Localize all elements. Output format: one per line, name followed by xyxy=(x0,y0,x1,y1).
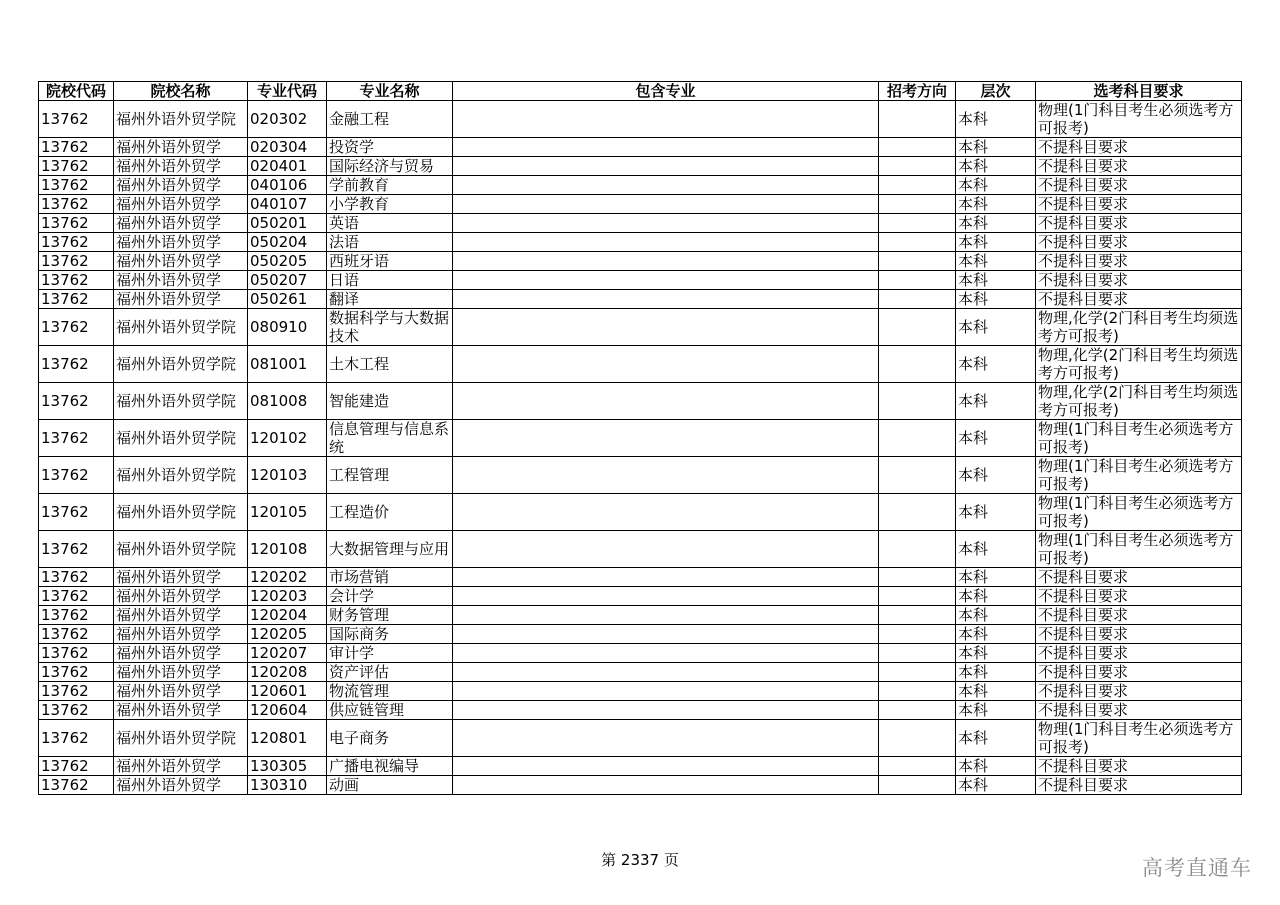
cell-major-name: 土木工程 xyxy=(327,346,453,383)
header-major-name: 专业名称 xyxy=(327,82,453,101)
cell-includes xyxy=(453,138,879,157)
cell-requirement: 不提科目要求 xyxy=(1036,663,1242,682)
cell-school-code: 13762 xyxy=(39,587,114,606)
cell-direction xyxy=(879,271,956,290)
cell-requirement: 物理(1门科目考生必须选考方可报考) xyxy=(1036,494,1242,531)
table-row xyxy=(39,420,1242,457)
cell-level: 本科 xyxy=(956,176,1036,195)
cell-direction xyxy=(879,195,956,214)
cell-school-code: 13762 xyxy=(39,663,114,682)
cell-includes xyxy=(453,101,879,138)
cell-includes xyxy=(453,457,879,494)
cell-level: 本科 xyxy=(956,346,1036,383)
cell-requirement: 不提科目要求 xyxy=(1036,195,1242,214)
cell-school-code: 13762 xyxy=(39,195,114,214)
cell-level: 本科 xyxy=(956,701,1036,720)
table-row xyxy=(39,531,1242,568)
cell-direction xyxy=(879,252,956,271)
cell-includes xyxy=(453,309,879,346)
cell-major-code: 040106 xyxy=(248,176,327,195)
table-row xyxy=(39,176,1242,195)
cell-major-code: 120604 xyxy=(248,701,327,720)
cell-major-name: 物流管理 xyxy=(327,682,453,701)
cell-direction xyxy=(879,457,956,494)
cell-level: 本科 xyxy=(956,420,1036,457)
cell-major-code: 130310 xyxy=(248,776,327,795)
cell-school-code: 13762 xyxy=(39,309,114,346)
cell-direction xyxy=(879,233,956,252)
cell-school-name: 福州外语外贸学院 xyxy=(114,309,248,346)
cell-major-code: 120103 xyxy=(248,457,327,494)
cell-major-name: 金融工程 xyxy=(327,101,453,138)
cell-major-code: 120207 xyxy=(248,644,327,663)
cell-requirement: 物理(1门科目考生必须选考方可报考) xyxy=(1036,101,1242,138)
cell-level: 本科 xyxy=(956,606,1036,625)
cell-major-name: 学前教育 xyxy=(327,176,453,195)
cell-level: 本科 xyxy=(956,625,1036,644)
cell-includes xyxy=(453,383,879,420)
cell-major-name: 翻译 xyxy=(327,290,453,309)
cell-direction xyxy=(879,531,956,568)
cell-school-code: 13762 xyxy=(39,625,114,644)
cell-direction xyxy=(879,701,956,720)
table-row xyxy=(39,644,1242,663)
cell-major-code: 020304 xyxy=(248,138,327,157)
cell-includes xyxy=(453,214,879,233)
cell-level: 本科 xyxy=(956,195,1036,214)
cell-requirement: 不提科目要求 xyxy=(1036,271,1242,290)
cell-school-name: 福州外语外贸学 xyxy=(114,290,248,309)
cell-school-code: 13762 xyxy=(39,290,114,309)
cell-school-name: 福州外语外贸学 xyxy=(114,271,248,290)
cell-direction xyxy=(879,383,956,420)
cell-requirement: 不提科目要求 xyxy=(1036,214,1242,233)
table-row xyxy=(39,587,1242,606)
cell-direction xyxy=(879,625,956,644)
cell-level: 本科 xyxy=(956,682,1036,701)
cell-includes xyxy=(453,568,879,587)
cell-includes xyxy=(453,271,879,290)
cell-major-name: 审计学 xyxy=(327,644,453,663)
cell-requirement: 不提科目要求 xyxy=(1036,568,1242,587)
cell-direction xyxy=(879,587,956,606)
cell-level: 本科 xyxy=(956,720,1036,757)
cell-level: 本科 xyxy=(956,568,1036,587)
cell-school-name: 福州外语外贸学院 xyxy=(114,101,248,138)
admission-table xyxy=(38,81,1242,795)
cell-major-name: 日语 xyxy=(327,271,453,290)
cell-school-name: 福州外语外贸学 xyxy=(114,644,248,663)
cell-major-name: 市场营销 xyxy=(327,568,453,587)
cell-includes xyxy=(453,290,879,309)
header-includes: 包含专业 xyxy=(453,82,879,101)
cell-requirement: 不提科目要求 xyxy=(1036,644,1242,663)
table-row xyxy=(39,625,1242,644)
cell-school-name: 福州外语外贸学院 xyxy=(114,531,248,568)
cell-includes xyxy=(453,252,879,271)
cell-major-name: 国际经济与贸易 xyxy=(327,157,453,176)
cell-major-code: 020302 xyxy=(248,101,327,138)
cell-requirement: 物理(1门科目考生必须选考方可报考) xyxy=(1036,720,1242,757)
cell-major-name: 小学教育 xyxy=(327,195,453,214)
cell-level: 本科 xyxy=(956,776,1036,795)
table-row xyxy=(39,457,1242,494)
cell-includes xyxy=(453,195,879,214)
cell-level: 本科 xyxy=(956,290,1036,309)
cell-school-code: 13762 xyxy=(39,644,114,663)
cell-direction xyxy=(879,176,956,195)
cell-requirement: 不提科目要求 xyxy=(1036,252,1242,271)
cell-major-name: 动画 xyxy=(327,776,453,795)
cell-direction xyxy=(879,309,956,346)
cell-level: 本科 xyxy=(956,252,1036,271)
cell-major-name: 会计学 xyxy=(327,587,453,606)
cell-direction xyxy=(879,720,956,757)
table-row xyxy=(39,101,1242,138)
cell-school-code: 13762 xyxy=(39,233,114,252)
table-row xyxy=(39,195,1242,214)
cell-requirement: 不提科目要求 xyxy=(1036,176,1242,195)
cell-includes xyxy=(453,682,879,701)
cell-level: 本科 xyxy=(956,138,1036,157)
cell-major-code: 120801 xyxy=(248,720,327,757)
cell-major-name: 投资学 xyxy=(327,138,453,157)
table-row xyxy=(39,271,1242,290)
cell-direction xyxy=(879,663,956,682)
cell-level: 本科 xyxy=(956,101,1036,138)
cell-school-code: 13762 xyxy=(39,606,114,625)
cell-major-code: 120202 xyxy=(248,568,327,587)
cell-major-name: 财务管理 xyxy=(327,606,453,625)
cell-major-name: 资产评估 xyxy=(327,663,453,682)
cell-major-code: 081008 xyxy=(248,383,327,420)
cell-major-name: 英语 xyxy=(327,214,453,233)
page-number: 第 2337 页 xyxy=(601,851,679,869)
cell-includes xyxy=(453,346,879,383)
cell-school-name: 福州外语外贸学 xyxy=(114,138,248,157)
cell-level: 本科 xyxy=(956,663,1036,682)
cell-school-name: 福州外语外贸学 xyxy=(114,757,248,776)
cell-major-name: 信息管理与信息系统 xyxy=(327,420,453,457)
cell-includes xyxy=(453,587,879,606)
header-school-code: 院校代码 xyxy=(39,82,114,101)
table-row xyxy=(39,494,1242,531)
table-body xyxy=(39,101,1242,795)
cell-school-name: 福州外语外贸学 xyxy=(114,663,248,682)
table-header-row xyxy=(39,82,1242,101)
cell-school-name: 福州外语外贸学 xyxy=(114,701,248,720)
cell-school-code: 13762 xyxy=(39,531,114,568)
cell-major-name: 智能建造 xyxy=(327,383,453,420)
cell-requirement: 物理(1门科目考生必须选考方可报考) xyxy=(1036,420,1242,457)
cell-major-code: 120208 xyxy=(248,663,327,682)
cell-school-code: 13762 xyxy=(39,214,114,233)
cell-includes xyxy=(453,720,879,757)
cell-direction xyxy=(879,568,956,587)
cell-requirement: 不提科目要求 xyxy=(1036,587,1242,606)
header-level: 层次 xyxy=(956,82,1036,101)
cell-major-name: 供应链管理 xyxy=(327,701,453,720)
cell-includes xyxy=(453,757,879,776)
cell-requirement: 不提科目要求 xyxy=(1036,701,1242,720)
cell-includes xyxy=(453,531,879,568)
cell-school-code: 13762 xyxy=(39,568,114,587)
cell-direction xyxy=(879,214,956,233)
cell-major-code: 120204 xyxy=(248,606,327,625)
cell-requirement: 不提科目要求 xyxy=(1036,606,1242,625)
cell-includes xyxy=(453,176,879,195)
cell-direction xyxy=(879,157,956,176)
table-row xyxy=(39,776,1242,795)
cell-major-code: 050204 xyxy=(248,233,327,252)
cell-includes xyxy=(453,776,879,795)
cell-school-name: 福州外语外贸学 xyxy=(114,176,248,195)
cell-includes xyxy=(453,663,879,682)
cell-major-code: 130305 xyxy=(248,757,327,776)
cell-direction xyxy=(879,757,956,776)
header-direction: 招考方向 xyxy=(879,82,956,101)
table-row xyxy=(39,663,1242,682)
header-major-code: 专业代码 xyxy=(248,82,327,101)
cell-major-code: 120205 xyxy=(248,625,327,644)
cell-direction xyxy=(879,346,956,383)
cell-school-code: 13762 xyxy=(39,176,114,195)
cell-major-code: 120601 xyxy=(248,682,327,701)
cell-major-name: 数据科学与大数据技术 xyxy=(327,309,453,346)
table-row xyxy=(39,568,1242,587)
cell-school-code: 13762 xyxy=(39,701,114,720)
cell-school-name: 福州外语外贸学院 xyxy=(114,383,248,420)
cell-major-name: 工程管理 xyxy=(327,457,453,494)
cell-level: 本科 xyxy=(956,531,1036,568)
cell-major-name: 法语 xyxy=(327,233,453,252)
cell-direction xyxy=(879,138,956,157)
cell-major-code: 080910 xyxy=(248,309,327,346)
cell-school-name: 福州外语外贸学 xyxy=(114,625,248,644)
table-row xyxy=(39,720,1242,757)
cell-level: 本科 xyxy=(956,757,1036,776)
table-row xyxy=(39,214,1242,233)
cell-requirement: 物理(1门科目考生必须选考方可报考) xyxy=(1036,457,1242,494)
cell-direction xyxy=(879,606,956,625)
cell-school-code: 13762 xyxy=(39,138,114,157)
cell-school-name: 福州外语外贸学 xyxy=(114,157,248,176)
cell-requirement: 不提科目要求 xyxy=(1036,138,1242,157)
cell-school-code: 13762 xyxy=(39,720,114,757)
cell-requirement: 物理(1门科目考生必须选考方可报考) xyxy=(1036,531,1242,568)
cell-level: 本科 xyxy=(956,233,1036,252)
table-row xyxy=(39,309,1242,346)
cell-direction xyxy=(879,101,956,138)
cell-major-name: 电子商务 xyxy=(327,720,453,757)
cell-level: 本科 xyxy=(956,271,1036,290)
cell-includes xyxy=(453,420,879,457)
cell-requirement: 物理,化学(2门科目考生均须选考方可报考) xyxy=(1036,383,1242,420)
table-row xyxy=(39,157,1242,176)
cell-major-name: 广播电视编导 xyxy=(327,757,453,776)
cell-includes xyxy=(453,233,879,252)
table-row xyxy=(39,290,1242,309)
table-row xyxy=(39,757,1242,776)
cell-includes xyxy=(453,606,879,625)
cell-direction xyxy=(879,494,956,531)
cell-major-code: 120102 xyxy=(248,420,327,457)
cell-school-code: 13762 xyxy=(39,494,114,531)
cell-requirement: 物理,化学(2门科目考生均须选考方可报考) xyxy=(1036,309,1242,346)
cell-school-name: 福州外语外贸学 xyxy=(114,252,248,271)
cell-major-code: 050205 xyxy=(248,252,327,271)
cell-major-name: 大数据管理与应用 xyxy=(327,531,453,568)
cell-major-code: 120108 xyxy=(248,531,327,568)
cell-major-code: 120203 xyxy=(248,587,327,606)
table-row xyxy=(39,233,1242,252)
cell-school-name: 福州外语外贸学 xyxy=(114,587,248,606)
cell-major-code: 050201 xyxy=(248,214,327,233)
table-row xyxy=(39,138,1242,157)
cell-school-name: 福州外语外贸学院 xyxy=(114,420,248,457)
cell-requirement: 不提科目要求 xyxy=(1036,233,1242,252)
cell-requirement: 不提科目要求 xyxy=(1036,290,1242,309)
cell-school-name: 福州外语外贸学 xyxy=(114,568,248,587)
cell-school-code: 13762 xyxy=(39,383,114,420)
cell-includes xyxy=(453,494,879,531)
cell-major-code: 020401 xyxy=(248,157,327,176)
cell-requirement: 不提科目要求 xyxy=(1036,757,1242,776)
cell-school-code: 13762 xyxy=(39,271,114,290)
cell-level: 本科 xyxy=(956,157,1036,176)
cell-school-code: 13762 xyxy=(39,346,114,383)
cell-requirement: 不提科目要求 xyxy=(1036,625,1242,644)
cell-school-code: 13762 xyxy=(39,101,114,138)
cell-major-name: 西班牙语 xyxy=(327,252,453,271)
cell-school-code: 13762 xyxy=(39,757,114,776)
cell-school-code: 13762 xyxy=(39,157,114,176)
cell-requirement: 不提科目要求 xyxy=(1036,776,1242,795)
cell-major-name: 工程造价 xyxy=(327,494,453,531)
cell-major-code: 040107 xyxy=(248,195,327,214)
table-row xyxy=(39,383,1242,420)
table-row xyxy=(39,346,1242,383)
cell-school-name: 福州外语外贸学院 xyxy=(114,720,248,757)
cell-school-code: 13762 xyxy=(39,457,114,494)
cell-direction xyxy=(879,776,956,795)
cell-level: 本科 xyxy=(956,587,1036,606)
cell-level: 本科 xyxy=(956,214,1036,233)
cell-requirement: 不提科目要求 xyxy=(1036,682,1242,701)
cell-school-name: 福州外语外贸学 xyxy=(114,682,248,701)
cell-school-name: 福州外语外贸学院 xyxy=(114,346,248,383)
cell-major-code: 050207 xyxy=(248,271,327,290)
header-school-name: 院校名称 xyxy=(114,82,248,101)
watermark-logo-text: 高考直通车 xyxy=(1142,856,1252,880)
cell-direction xyxy=(879,682,956,701)
cell-major-name: 国际商务 xyxy=(327,625,453,644)
cell-school-code: 13762 xyxy=(39,682,114,701)
cell-includes xyxy=(453,701,879,720)
cell-major-code: 120105 xyxy=(248,494,327,531)
cell-major-code: 081001 xyxy=(248,346,327,383)
cell-school-code: 13762 xyxy=(39,420,114,457)
cell-major-code: 050261 xyxy=(248,290,327,309)
cell-school-name: 福州外语外贸学 xyxy=(114,606,248,625)
cell-includes xyxy=(453,157,879,176)
table-row xyxy=(39,682,1242,701)
cell-school-name: 福州外语外贸学 xyxy=(114,233,248,252)
cell-school-code: 13762 xyxy=(39,776,114,795)
cell-level: 本科 xyxy=(956,309,1036,346)
cell-school-name: 福州外语外贸学院 xyxy=(114,494,248,531)
cell-level: 本科 xyxy=(956,457,1036,494)
header-requirement: 选考科目要求 xyxy=(1036,82,1242,101)
cell-school-code: 13762 xyxy=(39,252,114,271)
cell-direction xyxy=(879,420,956,457)
table-row xyxy=(39,252,1242,271)
cell-includes xyxy=(453,625,879,644)
cell-school-name: 福州外语外贸学院 xyxy=(114,457,248,494)
cell-requirement: 不提科目要求 xyxy=(1036,157,1242,176)
table-row xyxy=(39,606,1242,625)
table-row xyxy=(39,701,1242,720)
cell-school-name: 福州外语外贸学 xyxy=(114,195,248,214)
cell-school-name: 福州外语外贸学 xyxy=(114,776,248,795)
cell-level: 本科 xyxy=(956,383,1036,420)
cell-includes xyxy=(453,644,879,663)
cell-level: 本科 xyxy=(956,644,1036,663)
cell-requirement: 物理,化学(2门科目考生均须选考方可报考) xyxy=(1036,346,1242,383)
cell-level: 本科 xyxy=(956,494,1036,531)
cell-school-name: 福州外语外贸学 xyxy=(114,214,248,233)
cell-direction xyxy=(879,644,956,663)
cell-direction xyxy=(879,290,956,309)
